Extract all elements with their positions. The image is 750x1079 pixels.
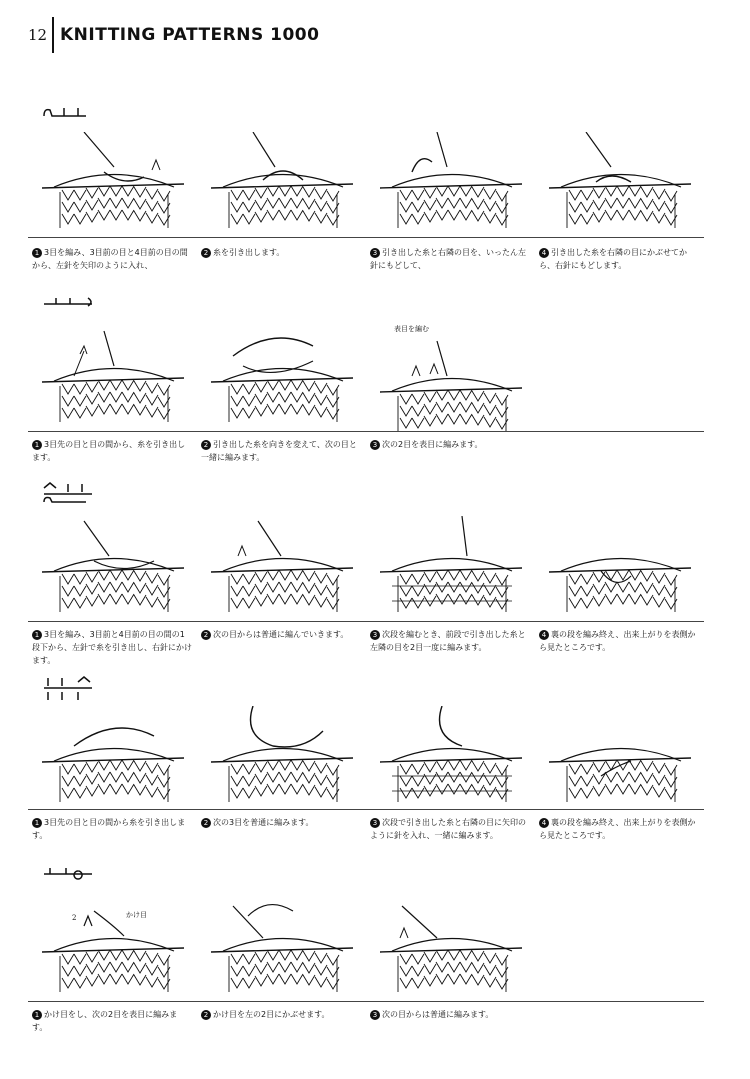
pattern-section-3 xyxy=(28,482,704,672)
step-caption: 3 次段を編むとき、前段で引き出した糸と左隣の目を2目一度に編みます。 xyxy=(370,630,526,652)
yarn-over-annotation: かけ目 xyxy=(126,911,147,919)
step-number: 4 xyxy=(539,248,549,258)
step-caption: 2 次の目からは普通に編んでいきます。 xyxy=(201,628,361,641)
step-number: 1 xyxy=(32,248,42,258)
step-number: 1 xyxy=(32,1010,42,1020)
section-divider xyxy=(28,237,704,238)
step-caption: 1 3目先の目と目の間から、糸を引き出します。 xyxy=(32,440,186,462)
section-divider xyxy=(28,1001,704,1002)
chart-symbol xyxy=(38,482,98,508)
step-caption: 1 かけ目をし、次の2目を表目に編みます。 xyxy=(32,1010,178,1032)
step-number: 3 xyxy=(370,818,380,828)
illustration-annotation: 表目を編む xyxy=(394,325,429,333)
step-caption: 3 次の目からは普通に編みます。 xyxy=(370,1008,530,1021)
step-caption: 1 3目先の目と目の間から糸を引き出します。 xyxy=(32,818,186,840)
step-number: 3 xyxy=(370,248,380,258)
step-number: 2 xyxy=(201,818,211,828)
step-caption: 1 3目を編み、3目前の目と4目前の目の間から、左針を矢印のように入れ、 xyxy=(32,248,188,270)
step-caption: 4 裏の段を編み終え、出来上がりを表側から見たところです。 xyxy=(539,630,696,652)
step-number: 3 xyxy=(370,440,380,450)
section-divider xyxy=(28,431,704,432)
step-number: 4 xyxy=(539,630,549,640)
page-number: 12 xyxy=(28,26,48,44)
step-number: 2 xyxy=(201,630,211,640)
chart-symbol xyxy=(38,862,98,888)
section-divider xyxy=(28,809,704,810)
step-caption: 2 かけ目を左の2目にかぶせます。 xyxy=(201,1008,361,1021)
step-number: 2 xyxy=(201,440,211,450)
step-number: 2 xyxy=(201,1010,211,1020)
step-number: 4 xyxy=(539,818,549,828)
step-caption: 1 3目を編み、3目前と4目前の目の間の1段下から、左針で糸を引き出し、右針にかけます。 xyxy=(32,630,192,665)
step-caption: 2 引き出した糸を向きを変えて、次の目と一緒に編みます。 xyxy=(201,440,357,462)
step-caption: 4 引き出した糸を右隣の目にかぶせてから、右針にもどします。 xyxy=(539,248,687,270)
chart-symbol xyxy=(38,290,98,316)
annotation-number: 2 xyxy=(72,914,77,922)
step-caption: 4 裏の段を編み終え、出来上がりを表側から見たところです。 xyxy=(539,818,696,840)
step-number: 1 xyxy=(32,440,42,450)
step-caption: 3 次の2目を表目に編みます。 xyxy=(370,438,530,451)
step-caption: 3 次段で引き出した糸と右隣の目に矢印のように針を入れ、一緒に編みます。 xyxy=(370,818,526,840)
step-number: 2 xyxy=(201,248,211,258)
step-number: 3 xyxy=(370,1010,380,1020)
page-title: KNITTING PATTERNS 1000 xyxy=(60,25,320,45)
pattern-section-5 xyxy=(28,862,704,1062)
pattern-section-4 xyxy=(28,676,704,866)
pattern-section-2 xyxy=(28,290,704,480)
step-caption: 2 糸を引き出します。 xyxy=(201,246,361,259)
header-divider xyxy=(52,17,54,53)
chart-symbol xyxy=(38,676,98,702)
pattern-section-1 xyxy=(28,96,704,286)
step-caption: 2 次の3目を普通に編みます。 xyxy=(201,816,361,829)
step-number: 3 xyxy=(370,630,380,640)
step-number: 1 xyxy=(32,818,42,828)
step-number: 1 xyxy=(32,630,42,640)
step-caption: 3 引き出した糸と右隣の目を、いったん左針にもどして、 xyxy=(370,248,526,270)
page-header xyxy=(28,18,319,52)
chart-symbol xyxy=(38,96,98,122)
section-divider xyxy=(28,621,704,622)
